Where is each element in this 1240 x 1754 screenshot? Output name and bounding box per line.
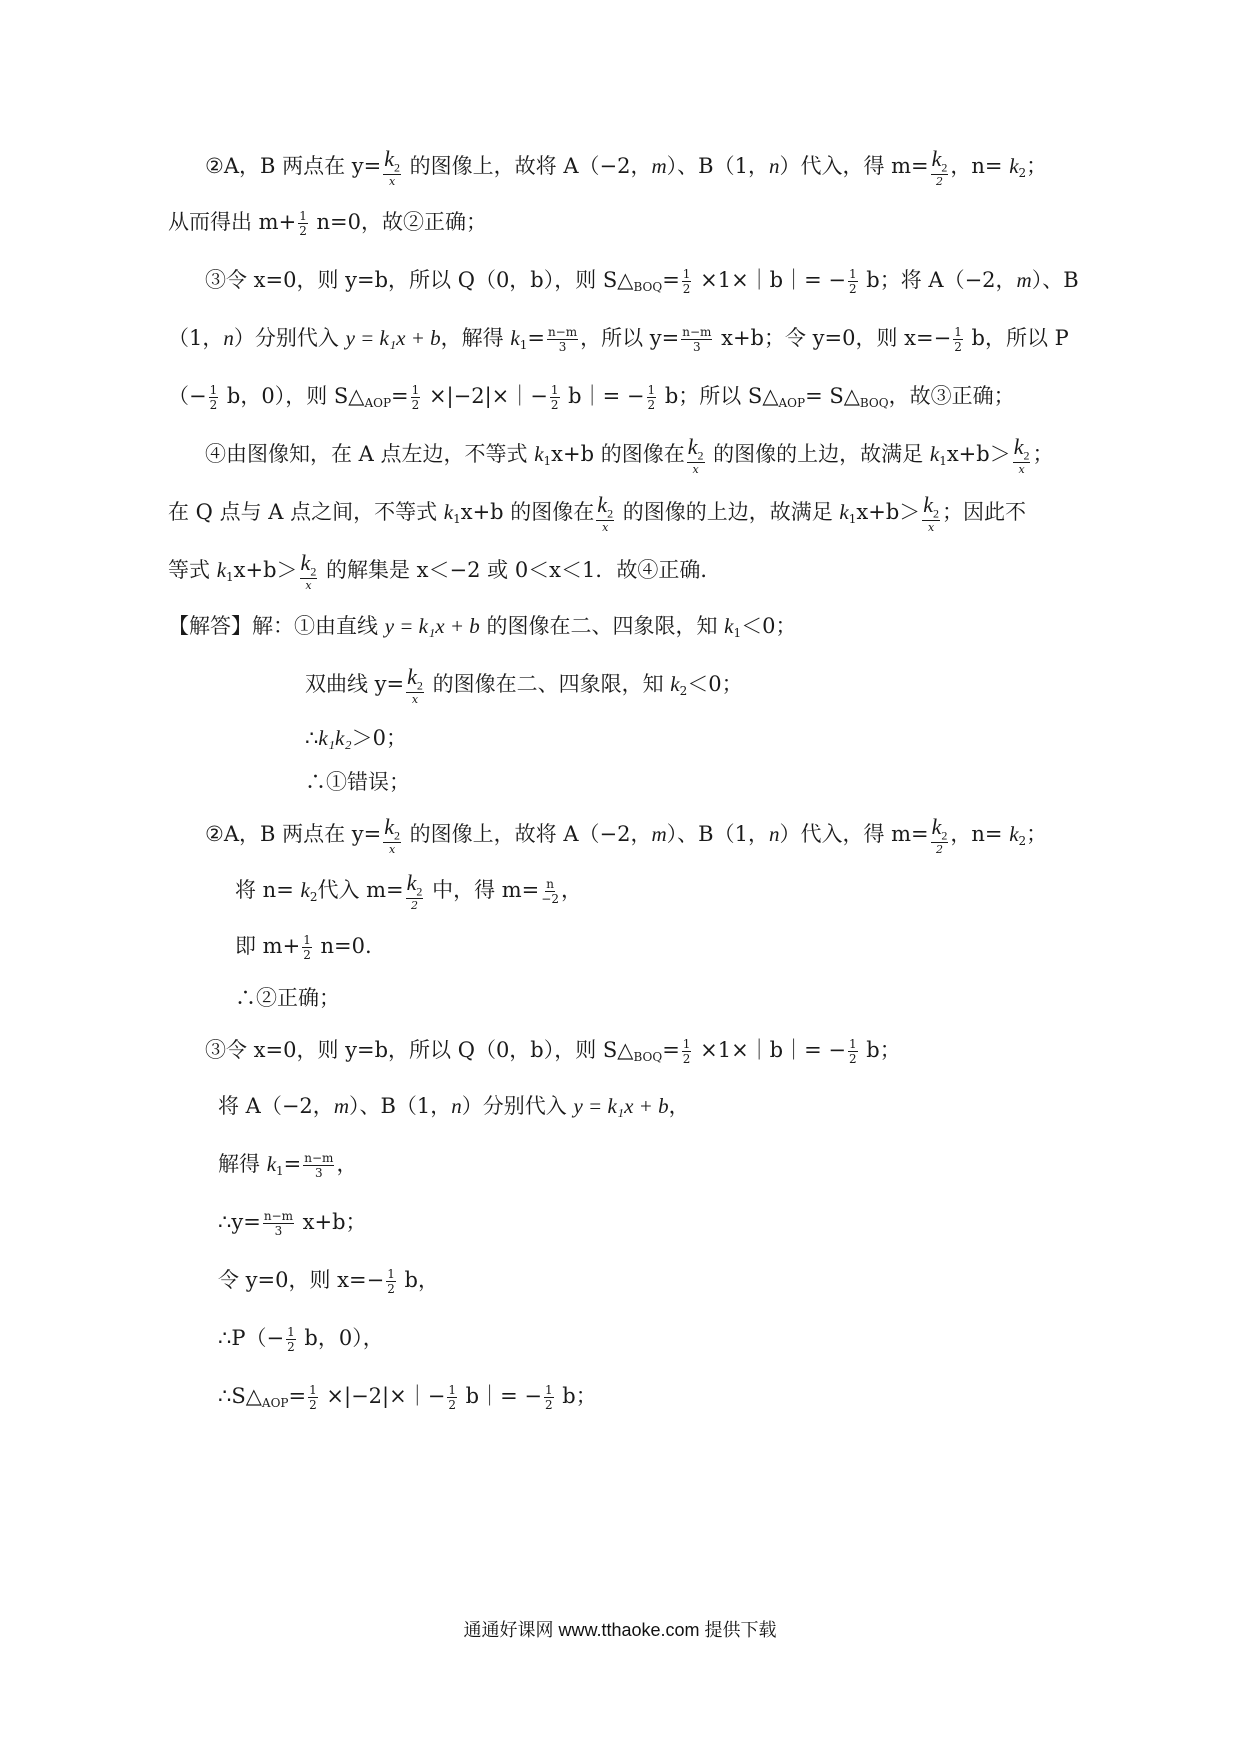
text: n=0，故②正确； [309,210,487,234]
text: ∴S△ [218,1384,262,1408]
text: b｜= − [561,384,645,408]
text: 的图像的上边，故满足 [706,442,930,466]
fraction-1-over-2: $\frac{1}{2}$ [448,1383,456,1412]
subscript: BOQ [633,280,663,294]
fraction-1-over-2: $\frac{1}{2}$ [309,1383,317,1412]
fraction-1-over-2: $\frac{1}{2}$ [954,325,962,354]
subscript: 1 [848,512,857,526]
text: = [283,1152,302,1176]
var-k: k [670,672,680,696]
text: （1， [168,326,224,350]
text: ③令 x=0，则 y=b，所以 Q（0，b），则 S△ [205,268,634,292]
para-4-line-1 [205,434,1053,481]
var-n: n [451,1094,462,1118]
solution-step-3f [218,1318,384,1358]
var-k: k [534,442,544,466]
fraction-1-over-2: $\frac{1}{2}$ [411,383,420,412]
solution-step-1b [305,664,743,711]
text: 的解集是 x＜−2 或 0＜x＜1．故④正确． [319,558,722,582]
text: ∴ [305,726,319,750]
text: ， [336,1152,358,1176]
text: 等式 [168,558,217,582]
subscript: 2 [1018,834,1027,848]
text: x+b 的图像在 [460,500,595,524]
subscript: 1 [519,338,528,352]
var-m: m [333,1094,349,1118]
solution-step-2a [205,814,1047,861]
text: 将 A（−2， [218,1094,334,1118]
page-footer: 通通好课网 www.tthaoke.com 提供下载 [463,1620,777,1640]
text: 的图像上，故将 A（−2， [403,154,652,178]
text: b， [397,1268,439,1292]
subscript: AOP [364,396,392,410]
fraction-n-minus-m-over-3: $\frac{n-m}{3}$ [263,1209,293,1238]
text: ②A，B 两点在 y= [205,822,382,846]
para-4-line-3 [168,550,721,597]
text: 在 Q 点与 A 点之间，不等式 [168,500,444,524]
text: ×1×｜b｜= − [693,268,846,292]
solution-step-3g [218,1376,597,1423]
text: ＜0； [687,672,743,696]
subscript: 2 [679,684,688,698]
var-m: m [1016,268,1032,292]
text: ， [560,878,582,902]
subscript: AOP [261,1396,289,1410]
para-4-line-2 [168,492,1026,539]
text: b，所以 P [964,326,1069,350]
text: 将 n= [235,878,301,902]
text: 的图像在二、四象限，知 [425,672,671,696]
text: ；因此不 [942,500,1027,524]
fraction-1-over-2: $\frac{1}{2}$ [848,1037,857,1066]
text: ，n= [950,154,1010,178]
solution-step-3e [218,1260,439,1300]
fraction-1-over-2: $\frac{1}{2}$ [303,933,311,962]
fraction-n-over-neg2: $\frac{n}{-2}$ [541,877,559,906]
text: 令 y=0，则 x=− [218,1268,385,1292]
var-k: k [300,878,310,902]
text: b，0），则 S△ [220,384,365,408]
text: 从而得出 m+ [168,210,297,234]
var-k: k [724,614,734,638]
text: = [662,1038,680,1062]
var-k1k2: k₁k₂ [318,726,352,750]
fraction-k2-over-x: $\frac{k_2}{x}$ [1013,433,1030,477]
subscript: AOP [778,396,806,410]
text: ②A，B 两点在 y= [205,154,382,178]
fraction-k2-over-2: $\frac{k_2}{2}$ [931,145,948,189]
text: 的图像在二、四象限，知 [479,614,725,638]
text: b；将 A（−2， [859,268,1017,292]
solution-step-3a [205,1030,901,1077]
text: b，0）， [297,1326,384,1350]
var-k: k [510,326,520,350]
text: ）、B（1， [666,154,769,178]
text: x+b 的图像在 [551,442,685,466]
text: x+b＞ [233,558,298,582]
text: b； [859,1038,901,1062]
subscript: 2 [309,890,318,904]
para-3-line-1 [205,260,1079,307]
var-n: n [768,822,780,846]
solution-step-1d: ∴①错误； [305,770,410,794]
fraction-k2-over-x: $\frac{k_2}{x}$ [300,549,317,593]
text: b；所以 S△ [658,384,779,408]
line-equation: y = k₁x + b [345,326,441,350]
para-3-line-2 [168,318,1069,365]
var-m: m [651,822,667,846]
fraction-1-over-2: $\frac{1}{2}$ [647,383,656,412]
text: 中，得 m= [425,878,540,902]
fraction-k2-over-2: $\frac{k_2}{2}$ [931,813,948,857]
fraction-1-over-2: $\frac{1}{2}$ [287,1325,295,1354]
solution-step-3c [218,1144,357,1191]
text: ； [1026,154,1048,178]
fraction-n-minus-m-over-3: $\frac{n-m}{3}$ [682,325,712,354]
text: 双曲线 y= [305,672,405,696]
text: ）、B（1， [348,1094,452,1118]
subscript: 1 [733,626,742,640]
var-k: k [266,1152,277,1176]
text: ∴y= [218,1210,261,1234]
text: = [391,384,409,408]
text: ， [668,1094,690,1118]
subscript: 1 [226,570,234,584]
fraction-n-minus-m-over-3: $\frac{n-m}{3}$ [304,1151,334,1180]
subscript: 1 [939,454,947,468]
text: ×|−2|×｜− [422,384,548,408]
text: ）代入，得 m= [779,822,929,846]
solution-step-2b [235,870,582,917]
text: ×|−2|×｜− [319,1384,446,1408]
text: b｜= − [458,1384,542,1408]
text: 即 m+ [235,934,301,958]
text: x+b＞ [856,500,921,524]
fraction-1-over-2: $\frac{1}{2}$ [544,1383,553,1412]
text: = [662,268,680,292]
subscript: BOQ [633,1050,663,1064]
var-k: k [1009,154,1019,178]
text: n=0. [313,934,372,958]
text: 的图像的上边，故满足 [616,500,840,524]
text: ； [1026,822,1048,846]
var-n: n [223,326,234,350]
text: ）分别代入 [461,1094,574,1118]
text: 【解答】解：①由直线 [168,614,385,638]
text: 代入 m= [317,878,404,902]
var-k: k [929,442,940,466]
text: ，解得 [440,326,511,350]
para-3-line-3 [168,376,1015,423]
var-m: m [651,154,667,178]
fraction-1-over-2: $\frac{1}{2}$ [848,267,857,296]
text: （− [168,384,207,408]
text: = S△ [805,384,860,408]
solution-step-2d: ∴②正确； [235,986,340,1010]
text: ④由图像知，在 A 点左边，不等式 [205,442,535,466]
subscript: 1 [453,512,461,526]
fraction-1-over-2: $\frac{1}{2}$ [299,209,307,238]
fraction-1-over-2: $\frac{1}{2}$ [682,267,691,296]
fraction-1-over-2: $\frac{1}{2}$ [682,1037,691,1066]
text: ∴P（− [218,1326,285,1350]
text: = [527,326,545,350]
solution-step-3d [218,1202,367,1242]
solution-step-2c [235,926,372,966]
line-equation: y = k₁x + b [573,1094,669,1118]
text: ； [1032,442,1054,466]
text: ③令 x=0，则 y=b，所以 Q（0，b），则 S△ [205,1038,634,1062]
fraction-1-over-2: $\frac{1}{2}$ [387,1267,395,1296]
text: ）、B（1， [666,822,769,846]
solution-step-3b [218,1086,690,1126]
subscript: 1 [276,1164,284,1178]
text: x+b；令 y=0，则 x=− [714,326,952,350]
text: 的图像上，故将 A（−2， [403,822,652,846]
fraction-k2-over-x: $\frac{k_2}{x}$ [384,145,400,189]
fraction-n-minus-m-over-3: $\frac{n-m}{3}$ [547,325,578,354]
var-k: k [1009,822,1019,846]
fraction-k2-over-x: $\frac{k_2}{x}$ [687,433,704,477]
subscript: 2 [1018,166,1027,180]
text: x+b； [296,1210,367,1234]
fraction-k2-over-2: $\frac{k_2}{2}$ [406,869,423,913]
text: ）、B [1031,268,1079,292]
text: 解得 [218,1152,267,1176]
text: = [288,1384,307,1408]
subscript: BOQ [859,396,889,410]
var-n: n [768,154,780,178]
line-equation: y = k₁x + b [384,614,480,638]
para-2-line-1 [205,146,1047,193]
text: x+b＞ [946,442,1011,466]
text: ，n= [950,822,1010,846]
subscript: 1 [543,454,552,468]
text: ×1×｜b｜= − [693,1038,846,1062]
text: ，故③正确； [888,384,1015,408]
solution-heading [168,606,797,653]
fraction-k2-over-x: $\frac{k_2}{x}$ [407,663,423,707]
text: ）代入，得 m= [779,154,929,178]
text: ，所以 y= [580,326,680,350]
var-k: k [839,500,849,524]
text: ）分别代入 [233,326,346,350]
var-k: k [216,558,227,582]
text: ＞0； [351,726,407,750]
solution-step-1c [305,718,407,758]
fraction-k2-over-x: $\frac{k_2}{x}$ [923,491,940,535]
text: b； [555,1384,597,1408]
fraction-1-over-2: $\frac{1}{2}$ [550,383,559,412]
text: ＜0； [741,614,797,638]
fraction-k2-over-x: $\frac{k_2}{x}$ [597,491,614,535]
var-k: k [443,500,454,524]
fraction-1-over-2: $\frac{1}{2}$ [209,383,218,412]
para-2-line-2 [168,202,487,242]
fraction-k2-over-x: $\frac{k_2}{x}$ [384,813,400,857]
